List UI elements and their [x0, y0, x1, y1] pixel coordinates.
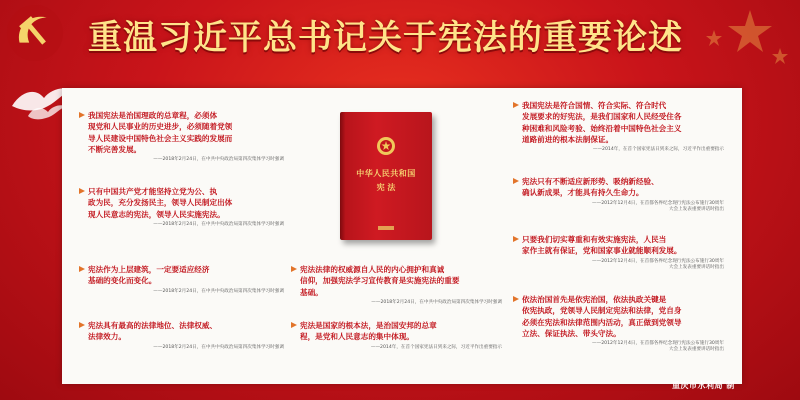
bullet-icon	[79, 112, 85, 118]
quote-item	[522, 100, 724, 153]
quote-item	[300, 320, 502, 351]
quote-item	[522, 176, 724, 213]
quote-source: ——2018年2月24日，在中共中央政治局第四次集体学习时强调	[153, 344, 284, 350]
bullet-icon	[291, 266, 297, 272]
quote-source: ——2018年2月24日，在中共中央政治局第四次集体学习时强调	[153, 288, 284, 294]
quote-item	[522, 294, 724, 354]
quote-item	[88, 186, 284, 228]
bullet-icon	[79, 322, 85, 328]
quote-source: ——2018年2月24日，在中共中央政治局第四次集体学习时强调	[371, 299, 502, 305]
publisher-mark	[378, 226, 394, 230]
bullet-icon	[513, 178, 519, 184]
quote-item	[88, 320, 284, 351]
bullet-icon	[513, 236, 519, 242]
quote-text: 依法治国首先是依宪治国，依法执政关键是 依宪执政，党领导人民制定宪法和法律，党自身 必须在宪法和法律范围内活动，真正做到党领导 立法、保证执法、带头守法。	[522, 295, 682, 338]
bullet-icon	[79, 188, 85, 194]
quote-item	[88, 110, 284, 163]
quote-item	[300, 264, 502, 306]
quote-text: 我国宪法是治国理政的总章程，必须体 现党和人民事业的历史进步，必须随着党领 导人民建设中国特色社会主义实践的发展而 不断完善发展。	[88, 111, 233, 154]
quote-source: ——2014年，在首个国家宪法日到来之际，习近平作出重要指示	[370, 344, 502, 350]
quote-text: 宪法作为上层建筑，一定要适应经济 基础的变化而变化。	[88, 265, 210, 286]
bullet-icon	[513, 102, 519, 108]
quote-text: 宪法具有最高的法律地位、法律权威、 法律效力。	[88, 321, 218, 342]
quote-text: 只要我们切实尊重和有效实施宪法，人民当 家作主就有保证，党和国家事业就能顺利发展。	[522, 235, 682, 256]
national-emblem-icon	[376, 136, 396, 156]
quote-source: ——2018年2月24日，在中共中央政治局第四次集体学习时强调	[153, 221, 284, 227]
quote-text: 宪法是国家的根本法，是治国安邦的总章 程，是党和人民意志的集中体现。	[300, 321, 437, 342]
bullet-icon	[513, 296, 519, 302]
quote-source: ——2012年12月4日，在首都各界纪念现行宪法公布施行30周年 大会上发表重要讲话时指出	[592, 200, 724, 212]
quote-text: 我国宪法是符合国情、符合实际、符合时代 发展要求的好宪法，是我们国家和人民经受住各 种困难和风险考验、始终沿着中国特色社会主义 道路前进的根本法制保证。	[522, 101, 682, 144]
footer-credit: 重庆市水利局 制	[672, 381, 735, 390]
book-title: 中华人民共和国	[356, 169, 416, 178]
quote-text: 只有中国共产党才能坚持立党为公、执 政为民，充分发扬民主，领导人民制定出体 现人民意志的宪法，领导人民实施宪法。	[88, 187, 233, 219]
quote-text: 宪法法律的权威源自人民的内心拥护和真诚 信仰，加强宪法学习宣传教育是实施宪法的重要 基础。	[300, 265, 460, 297]
page-title: 重温习近平总书记关于宪法的重要论述	[88, 18, 683, 58]
hammer-sickle-icon	[6, 4, 64, 62]
quote-text: 宪法只有不断适应新形势、吸纳新经验、 确认新成果，才能具有持久生命力。	[522, 177, 659, 198]
bullet-icon	[79, 266, 85, 272]
quote-source: ——2012年12月4日，在首都各界纪念现行宪法公布施行30周年 大会上发表重要讲话时指出	[592, 258, 724, 270]
quote-source: ——2014年，在首个国家宪法日到来之际，习近平作出重要指示	[592, 147, 724, 153]
quote-item	[88, 264, 284, 295]
constitution-book	[340, 112, 432, 240]
quote-source: ——2012年12月4日，在首都各界纪念现行宪法公布施行30周年 大会上发表重要讲话时指出	[592, 341, 724, 353]
quote-source: ——2018年2月24日，在中共中央政治局第四次集体学习时强调	[153, 157, 284, 163]
bullet-icon	[291, 322, 297, 328]
book-subtitle: 宪 法	[376, 183, 396, 192]
quote-item	[522, 234, 724, 271]
